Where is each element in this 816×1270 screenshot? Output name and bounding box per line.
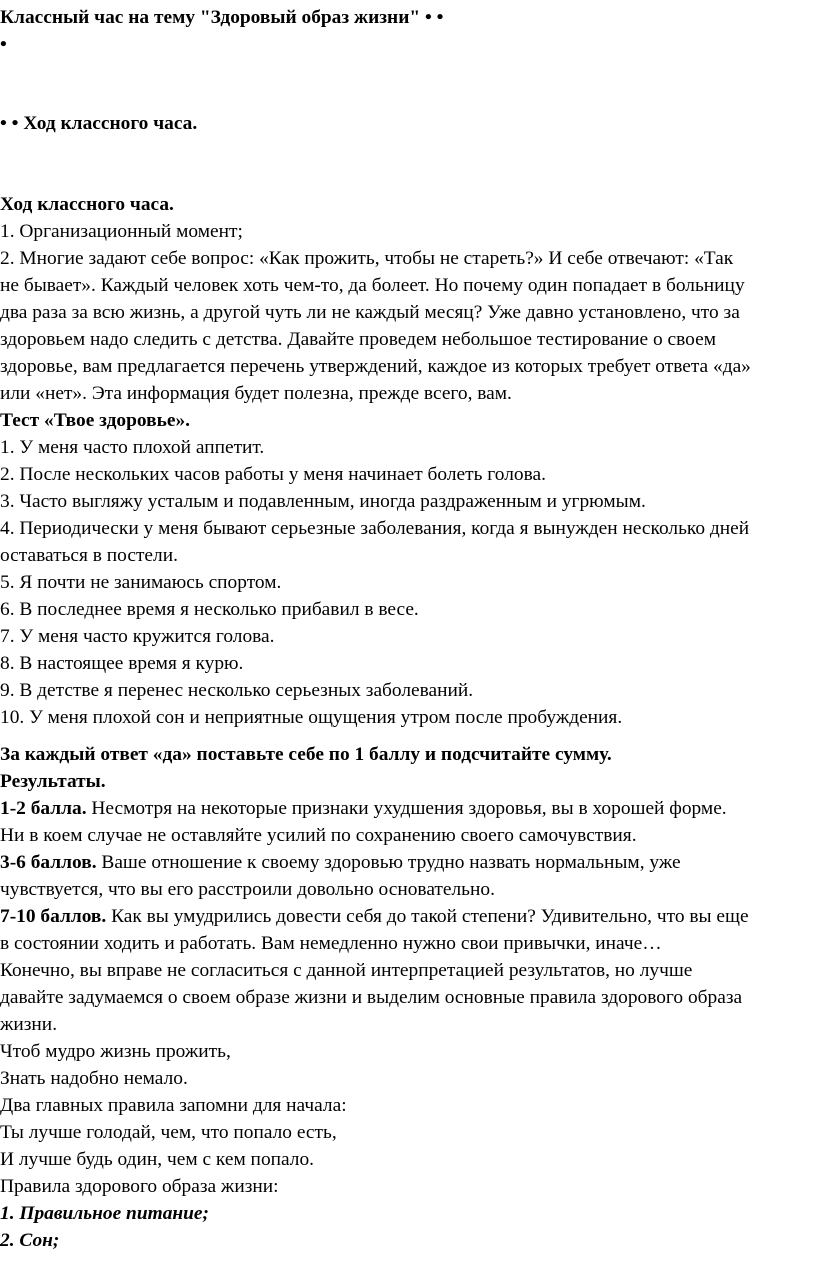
bullet-line <box>0 31 816 59</box>
result-2 <box>0 849 816 877</box>
result-2-cont: чувствуется, что вы его расстроили довольно основательно. <box>0 879 495 900</box>
intro-line: здоровье, вам предлагается перечень утверждений, каждое из которых требует ответа «да» <box>0 356 751 377</box>
test-item: 4. Периодически у меня бывают серьезные заболевания, когда я вынужден несколько дней <box>0 518 750 539</box>
poem-line: Два главных правила запомни для начала: <box>0 1095 347 1116</box>
poem-line: Ты лучше голодай, чем, что попало есть, <box>0 1122 337 1143</box>
bullet-icon: • <box>436 7 444 28</box>
test-item: 8. В настоящее время я курю. <box>0 653 244 674</box>
test-item: 7. У меня часто кружится голова. <box>0 626 275 647</box>
result-3-label: 7-10 баллов. <box>0 906 107 927</box>
result-2-label: 3-6 баллов. <box>0 852 97 873</box>
heading-inline: Ход классного часа. <box>23 113 198 134</box>
result-1-text: Несмотря на некоторые признаки ухудшения здоровья, вы в хорошей форме. <box>86 798 727 819</box>
bullet-icon: • <box>0 113 7 134</box>
document-title: Классный час на тему "Здоровый образ жизни" <box>0 7 421 28</box>
intro-line: здоровьем надо следить с детства. Давайте проведем небольшое тестирование о своем <box>0 329 716 350</box>
poem-line: Чтоб мудро жизнь прожить, <box>0 1041 231 1062</box>
test-item: 10. У меня плохой сон и неприятные ощущения утром после пробуждения. <box>0 707 623 728</box>
test-item: 2. После нескольких часов работы у меня начинает болеть голова. <box>0 464 546 485</box>
result-3-cont: в состоянии ходить и работать. Вам немедленно нужно свои привычки, иначе… <box>0 933 662 954</box>
step-1: 1. Организационный момент; <box>0 221 243 242</box>
result-3 <box>0 903 816 931</box>
bullet-icon: • <box>425 7 432 28</box>
bullet-icon: • <box>11 113 19 134</box>
rule-item: 1. Правильное питание; <box>0 1203 209 1224</box>
result-2-text: Ваше отношение к своему здоровью трудно назвать нормальным, уже <box>96 852 681 873</box>
intro-line: не бывает». Каждый человек хоть чем-то, да болеет. Но почему один попадает в больницу <box>0 275 745 296</box>
results-title: Результаты. <box>0 771 106 792</box>
rule-item: 2. Сон; <box>0 1230 60 1251</box>
poem-line: И лучше будь один, чем с кем попало. <box>0 1149 315 1170</box>
test-title: Тест «Твое здоровье». <box>0 410 190 431</box>
result-1 <box>0 795 816 823</box>
outro-line: Конечно, вы вправе не согласиться с данной интерпретацией результатов, но лучше <box>0 960 693 981</box>
test-item: оставаться в постели. <box>0 545 178 566</box>
section-heading: Ход классного часа. <box>0 194 174 215</box>
intro-line: или «нет». Эта информация будет полезна, прежде всего, вам. <box>0 383 512 404</box>
rules-intro: Правила здорового образа жизни: <box>0 1176 279 1197</box>
heading-line-inline <box>0 110 816 138</box>
result-1-label: 1-2 балла. <box>0 798 87 819</box>
outro-line: давайте задумаемся о своем образе жизни и выделим основные правила здорового образа <box>0 987 743 1008</box>
instruction: За каждый ответ «да» поставьте себе по 1 баллу и подсчитайте сумму. <box>0 744 612 765</box>
result-1-cont: Ни в коем случае не оставляйте усилий по сохранению своего самочувствия. <box>0 825 637 846</box>
outro-line: жизни. <box>0 1014 58 1035</box>
poem-line: Знать надобно немало. <box>0 1068 188 1089</box>
result-3-text: Как вы умудрились довести себя до такой степени? Удивительно, что вы еще <box>106 906 749 927</box>
intro-line: 2. Многие задают себе вопрос: «Как прожить, чтобы не стареть?» И себе отвечают: «Так <box>0 248 734 269</box>
bullet-icon: • <box>0 34 7 55</box>
title-line <box>0 4 816 32</box>
intro-line: два раза за всю жизнь, а другой чуть ли не каждый месяц? Уже давно установлено, что за <box>0 302 740 323</box>
test-item: 3. Часто выгляжу усталым и подавленным, иногда раздраженным и угрюмым. <box>0 491 646 512</box>
test-item: 5. Я почти не занимаюсь спортом. <box>0 572 282 593</box>
test-item: 9. В детстве я перенес несколько серьезных заболеваний. <box>0 680 474 701</box>
test-item: 1. У меня часто плохой аппетит. <box>0 437 265 458</box>
test-item: 6. В последнее время я несколько прибавил в весе. <box>0 599 419 620</box>
